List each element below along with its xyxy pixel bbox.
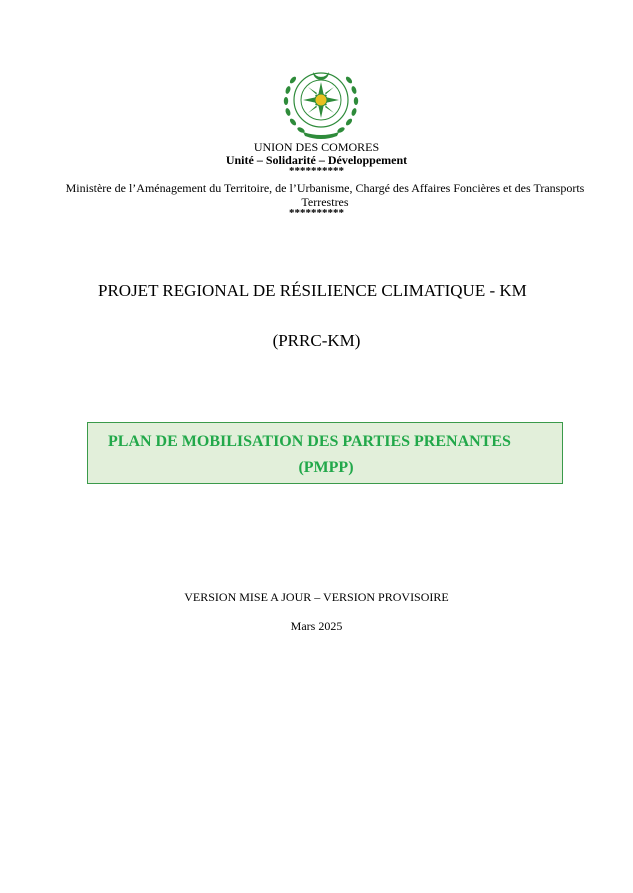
plan-title: PLAN DE MOBILISATION DES PARTIES PRENANTES [108, 433, 511, 450]
document-version: VERSION MISE A JOUR – VERSION PROVISOIRE [184, 590, 449, 604]
project-title: PROJET REGIONAL DE RÉSILIENCE CLIMATIQUE - KM [98, 281, 527, 300]
coat-of-arms-seal-icon [279, 58, 363, 142]
separator-stars: ********** [289, 165, 344, 177]
national-motto: Unité – Solidarité – Développement [225, 153, 408, 167]
plan-title-box [87, 422, 563, 484]
separator-stars: ********** [289, 207, 344, 219]
ministry-name: Ministère de l’Aménagement du Territoire, de l’Urbanisme, Chargé des Affaires Foncières et des Transports Terrestres [65, 181, 585, 209]
project-acronym: (PRRC-KM) [272, 331, 361, 350]
plan-acronym: (PMPP) [298, 459, 354, 476]
country-name: UNION DES COMORES [253, 140, 380, 154]
document-date: Mars 2025 [290, 619, 343, 633]
